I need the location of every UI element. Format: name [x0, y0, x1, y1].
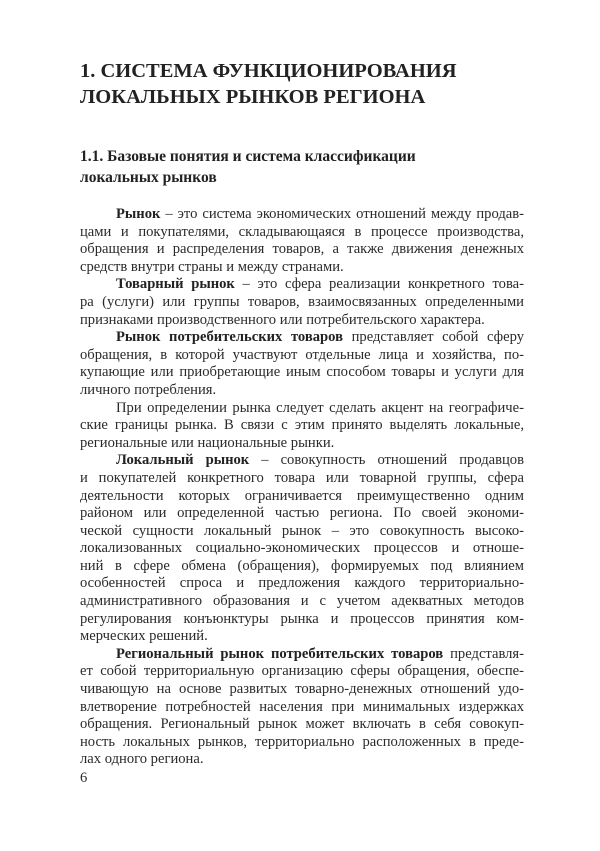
text-line [80, 734, 524, 752]
line-text: личного потребления. [80, 381, 217, 398]
text-line [80, 364, 524, 382]
text-line [80, 259, 524, 277]
paragraph [80, 329, 524, 399]
text-line [80, 611, 524, 629]
paragraph [80, 646, 524, 769]
line-text: купающие или приобретающие иным способом товары и услуги для [80, 364, 524, 381]
text-line [80, 699, 524, 717]
paragraph [80, 206, 524, 276]
text-line [80, 347, 524, 365]
line-text: деятельности которых ограничивается преимущественно одним [80, 487, 524, 504]
text-line [80, 435, 524, 453]
line-text: средств внутри страны и между странами. [80, 258, 344, 275]
line-text: лах одного региона. [80, 751, 204, 768]
body-text [80, 206, 524, 769]
text-line [80, 470, 524, 488]
line-text: – это сфера реализации конкретного това- [234, 276, 524, 293]
line-text: цами и покупателями, складывающаяся в процессе производства, [80, 223, 524, 240]
text-line [80, 593, 524, 611]
page-number: 6 [80, 770, 88, 786]
chapter-title-line: ЛОКАЛЬНЫХ РЫНКОВ РЕГИОНА [80, 86, 426, 108]
term-bold: Региональный рынок потребительских товаров [116, 645, 444, 662]
term-bold: Рынок потребительских товаров [116, 329, 343, 346]
line-text: административного образования и с учетом адекватных методов [80, 593, 524, 610]
section-title-line: локальных рынков [80, 169, 217, 186]
text-line [80, 224, 524, 242]
text-line [80, 523, 524, 541]
line-text: ческой сущности локальный рынок – это совокупность высоко- [80, 522, 524, 539]
text-line [80, 400, 524, 418]
line-text: и покупателей конкретного товара или товарной группы, сфера [80, 469, 524, 486]
paragraph [80, 276, 524, 329]
text-line [80, 241, 524, 259]
line-text: При определении рынка следует сделать акцент на географиче- [116, 399, 524, 416]
line-text: особенностей спроса и предложения каждого территориально- [80, 575, 524, 592]
line-text: ность локальных рынков, территориально расположенных в преде- [80, 733, 524, 750]
section-title [80, 146, 416, 188]
line-text: признаками производственного или потребительского характера. [80, 311, 485, 328]
text-line [80, 628, 524, 646]
line-text: районом или определенной частью региона. По своей экономи- [80, 505, 524, 522]
line-text: – это система экономических отношений между продав- [160, 206, 524, 222]
line-text: ет собой территориальную организацию сферы обращения, обеспе- [80, 663, 524, 680]
text-line [80, 417, 524, 435]
text-line [80, 558, 524, 576]
line-text: локализованных социально-экономических процессов и отноше- [80, 540, 524, 557]
text-line [80, 505, 524, 523]
line-text: ра (услуги) или группы товаров, взаимосвязанных определенными [80, 293, 524, 310]
line-text: – совокупность отношений продавцов [249, 452, 524, 469]
text-line [80, 716, 524, 734]
line-text: обращения, в которой участвуют отдельные лица и хозяйства, по- [80, 346, 524, 363]
section-title-line: 1.1. Базовые понятия и система классификации [80, 148, 416, 165]
line-text: ские границы рынка. В связи с этим принято выделять локальные, [80, 417, 524, 434]
line-text: региональные или национальные рынки. [80, 434, 335, 451]
line-text: влетворение потребностей населения при минимальных издержках [80, 698, 524, 715]
paragraph [80, 452, 524, 646]
chapter-title [80, 58, 457, 110]
text-line [80, 540, 524, 558]
text-line [80, 294, 524, 312]
text-line [80, 488, 524, 506]
chapter-title-line: 1. СИСТЕМА ФУНКЦИОНИРОВАНИЯ [80, 60, 457, 82]
text-line [80, 646, 524, 664]
line-text: ний в сфере обмена (обращения), формируемых под влиянием [80, 557, 524, 574]
line-text: представля- [443, 645, 525, 662]
text-line [80, 452, 524, 470]
text-line [80, 382, 524, 400]
text-line [80, 329, 524, 347]
term-bold: Рынок [116, 206, 161, 222]
line-text: регулирования конъюнктуры рынка и процессов принятия ком- [80, 610, 524, 627]
term-bold: Товарный рынок [116, 276, 235, 293]
line-text: мерческих решений. [80, 628, 208, 645]
line-text: чивающую на основе развитых товарно-денежных отношений удо- [80, 681, 524, 698]
text-line [80, 751, 524, 769]
paragraph [80, 400, 524, 453]
text-line [80, 663, 524, 681]
text-line [80, 681, 524, 699]
line-text: обращения. Региональный рынок может включать в себя совокуп- [80, 716, 524, 733]
text-line [80, 206, 524, 224]
line-text: обращения и распределения товаров, а также движения денежных [80, 241, 524, 258]
term-bold: Локальный рынок [116, 452, 250, 469]
line-text: представляет собой сферу [342, 329, 524, 346]
text-line [80, 276, 524, 294]
text-line [80, 575, 524, 593]
text-line [80, 312, 524, 330]
